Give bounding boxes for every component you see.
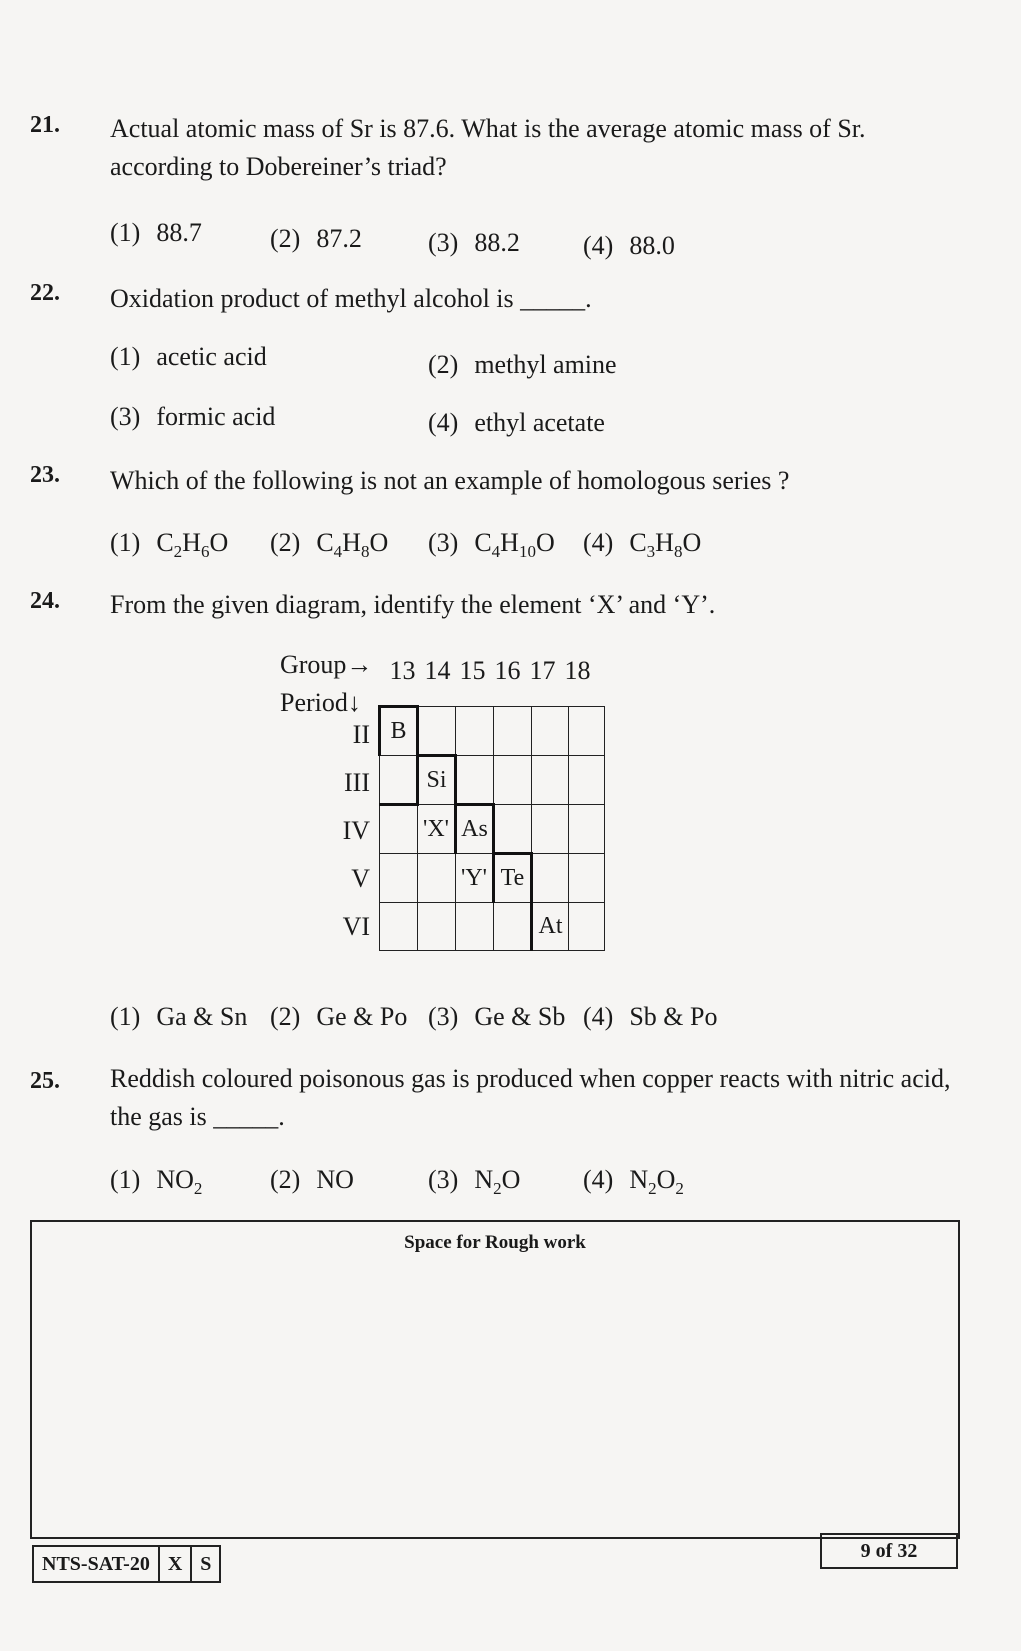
option: [428, 228, 520, 258]
question-number: 21.: [30, 112, 60, 138]
period-number: II: [352, 720, 370, 749]
formula-part: H: [500, 528, 519, 557]
period-number: III: [344, 768, 370, 797]
option: [270, 1002, 407, 1032]
formula-subscript: 2: [675, 1179, 684, 1198]
option-text: 88.7: [156, 218, 202, 247]
option: [110, 402, 275, 432]
formula-subscript: 8: [360, 542, 370, 561]
option-text: NO: [316, 1165, 354, 1194]
option-number: (2): [270, 1002, 301, 1031]
empty-cell: [569, 903, 605, 951]
period-number: VI: [342, 912, 370, 941]
group-label: Group→: [280, 650, 373, 679]
option-text: Ge & Sb: [474, 1002, 566, 1031]
option: [110, 342, 267, 372]
formula-part: O: [209, 528, 229, 557]
option-text: Ga & Sn: [156, 1002, 248, 1031]
empty-cell: [456, 756, 494, 805]
formula-part: O: [501, 1165, 521, 1194]
option-text: acetic acid: [156, 342, 267, 371]
option-number: (4): [583, 1002, 614, 1031]
option-number: (3): [428, 1165, 459, 1194]
option-number: (1): [110, 218, 141, 247]
element-cell: Te: [494, 854, 532, 903]
empty-cell: [532, 707, 569, 756]
empty-cell: [494, 756, 532, 805]
formula-subscript: 8: [673, 542, 683, 561]
element-cell: Si: [418, 756, 456, 805]
formula-subscript: 4: [333, 542, 343, 561]
empty-cell: [569, 854, 605, 903]
formula-part: N: [474, 1165, 494, 1194]
empty-cell: [494, 707, 532, 756]
group-number: 13: [389, 656, 416, 685]
empty-cell: [494, 903, 532, 951]
group-number: 17: [529, 656, 556, 685]
option: [428, 1002, 565, 1032]
empty-cell: [418, 854, 456, 903]
formula-subscript: 2: [648, 1179, 657, 1198]
question-text: Which of the following is not an example of homologous series ?: [110, 466, 790, 495]
empty-cell: [532, 854, 569, 903]
period-label: Period↓: [280, 688, 361, 717]
element-grid: [378, 705, 605, 951]
option-text: Ge & Po: [316, 1002, 408, 1031]
empty-cell: [418, 903, 456, 951]
option-number: (2): [270, 528, 301, 557]
option-number: (2): [428, 350, 459, 379]
option: [428, 1165, 521, 1198]
option: [110, 1165, 203, 1198]
option-number: (1): [110, 1002, 141, 1031]
group-number: 15: [459, 656, 486, 685]
class-code: X: [158, 1547, 190, 1581]
periodic-table-diagram: [280, 650, 610, 950]
formula-subscript: 6: [200, 542, 210, 561]
question-text: Reddish coloured poisonous gas is produced when copper reacts with nitric acid, the gas is _____.: [110, 1064, 951, 1131]
formula-part: O: [535, 528, 555, 557]
option-number: (3): [428, 228, 459, 257]
option: [583, 528, 702, 561]
grid-row: [380, 854, 605, 903]
grid-row: [380, 903, 605, 951]
question-text: Actual atomic mass of Sr is 87.6. What is the average atomic mass of Sr. according to Dobereiner’s triad?: [110, 114, 866, 181]
empty-cell: [494, 805, 532, 854]
option-text: methyl amine: [474, 350, 617, 379]
grid-row: [380, 805, 605, 854]
group-number: 18: [564, 656, 591, 685]
formula-part: O: [656, 1165, 676, 1194]
rough-work-title: Space for Rough work: [404, 1232, 586, 1253]
option: [110, 1002, 247, 1032]
formula-part: N: [629, 1165, 649, 1194]
option: [583, 231, 675, 261]
formula-subscript: 2: [173, 542, 183, 561]
option-number: (1): [110, 1165, 141, 1194]
question-text: From the given diagram, identify the element ‘X’ and ‘Y’.: [110, 590, 716, 619]
element-cell: B: [380, 707, 418, 756]
formula-part: C: [629, 528, 647, 557]
paper-code: NTS-SAT-20: [42, 1552, 150, 1575]
option-text: 88.0: [629, 231, 675, 260]
element-cell: At: [532, 903, 569, 951]
option: [270, 224, 362, 254]
formula-subscript: 10: [518, 542, 536, 561]
option: [270, 528, 389, 561]
option: [110, 218, 202, 248]
formula-subscript: 4: [491, 542, 501, 561]
option: [428, 528, 555, 561]
option-text: formic acid: [156, 402, 276, 431]
option-number: (4): [428, 408, 459, 437]
empty-cell: [569, 805, 605, 854]
formula-subscript: 2: [193, 1179, 203, 1198]
group-number: 14: [424, 656, 451, 685]
group-numbers: [385, 656, 595, 686]
empty-cell: [569, 707, 605, 756]
question-number: 25.: [30, 1068, 60, 1094]
question-number: 22.: [30, 280, 60, 306]
empty-cell: [456, 903, 494, 951]
option-number: (4): [583, 1165, 614, 1194]
empty-cell: [532, 805, 569, 854]
option-number: (2): [270, 1165, 301, 1194]
formula-part: O: [369, 528, 389, 557]
option-text: 87.2: [316, 224, 362, 253]
formula-part: NO: [156, 1165, 194, 1194]
element-cell-y: 'Y': [456, 854, 494, 903]
question-number: 23.: [30, 462, 60, 488]
element-cell: As: [456, 805, 494, 854]
option-number: (1): [110, 342, 141, 371]
option: [428, 350, 617, 380]
option-number: (3): [110, 402, 141, 431]
empty-cell: [532, 756, 569, 805]
paper-code-box: [32, 1545, 221, 1583]
formula-subscript: 3: [646, 542, 656, 561]
formula-subscript: 2: [493, 1179, 502, 1198]
option: [428, 408, 605, 438]
period-number: V: [351, 864, 370, 893]
period-number: IV: [342, 816, 370, 845]
group-number: 16: [494, 656, 521, 685]
option-number: (2): [270, 224, 301, 253]
option-number: (3): [428, 1002, 459, 1031]
option: [583, 1002, 717, 1032]
question-number: 24.: [30, 588, 60, 614]
option: [583, 1165, 684, 1198]
option-number: (3): [428, 528, 459, 557]
formula-part: C: [474, 528, 492, 557]
formula-part: C: [156, 528, 174, 557]
empty-cell: [418, 707, 456, 756]
page-number: 9 of 32: [820, 1533, 958, 1569]
option-text: ethyl acetate: [474, 408, 605, 437]
empty-cell: [380, 854, 418, 903]
formula-part: H: [655, 528, 674, 557]
rough-work-box: [30, 1220, 960, 1539]
element-cell-x: 'X': [418, 805, 456, 854]
formula-part: H: [342, 528, 361, 557]
option: [110, 528, 229, 561]
option-text: Sb & Po: [629, 1002, 718, 1031]
empty-cell: [569, 756, 605, 805]
question-text: Oxidation product of methyl alcohol is _____.: [110, 284, 592, 313]
formula-part: H: [182, 528, 201, 557]
option-number: (4): [583, 231, 614, 260]
formula-part: C: [316, 528, 334, 557]
option: [270, 1165, 354, 1195]
option-number: (4): [583, 528, 614, 557]
grid-row: [380, 707, 605, 756]
formula-part: O: [682, 528, 702, 557]
subject-code: S: [190, 1547, 219, 1581]
empty-cell: [380, 903, 418, 951]
option-number: (1): [110, 528, 141, 557]
option-text: 88.2: [474, 228, 520, 257]
empty-cell: [456, 707, 494, 756]
empty-cell: [380, 805, 418, 854]
empty-cell: [380, 756, 418, 805]
grid-row: [380, 756, 605, 805]
